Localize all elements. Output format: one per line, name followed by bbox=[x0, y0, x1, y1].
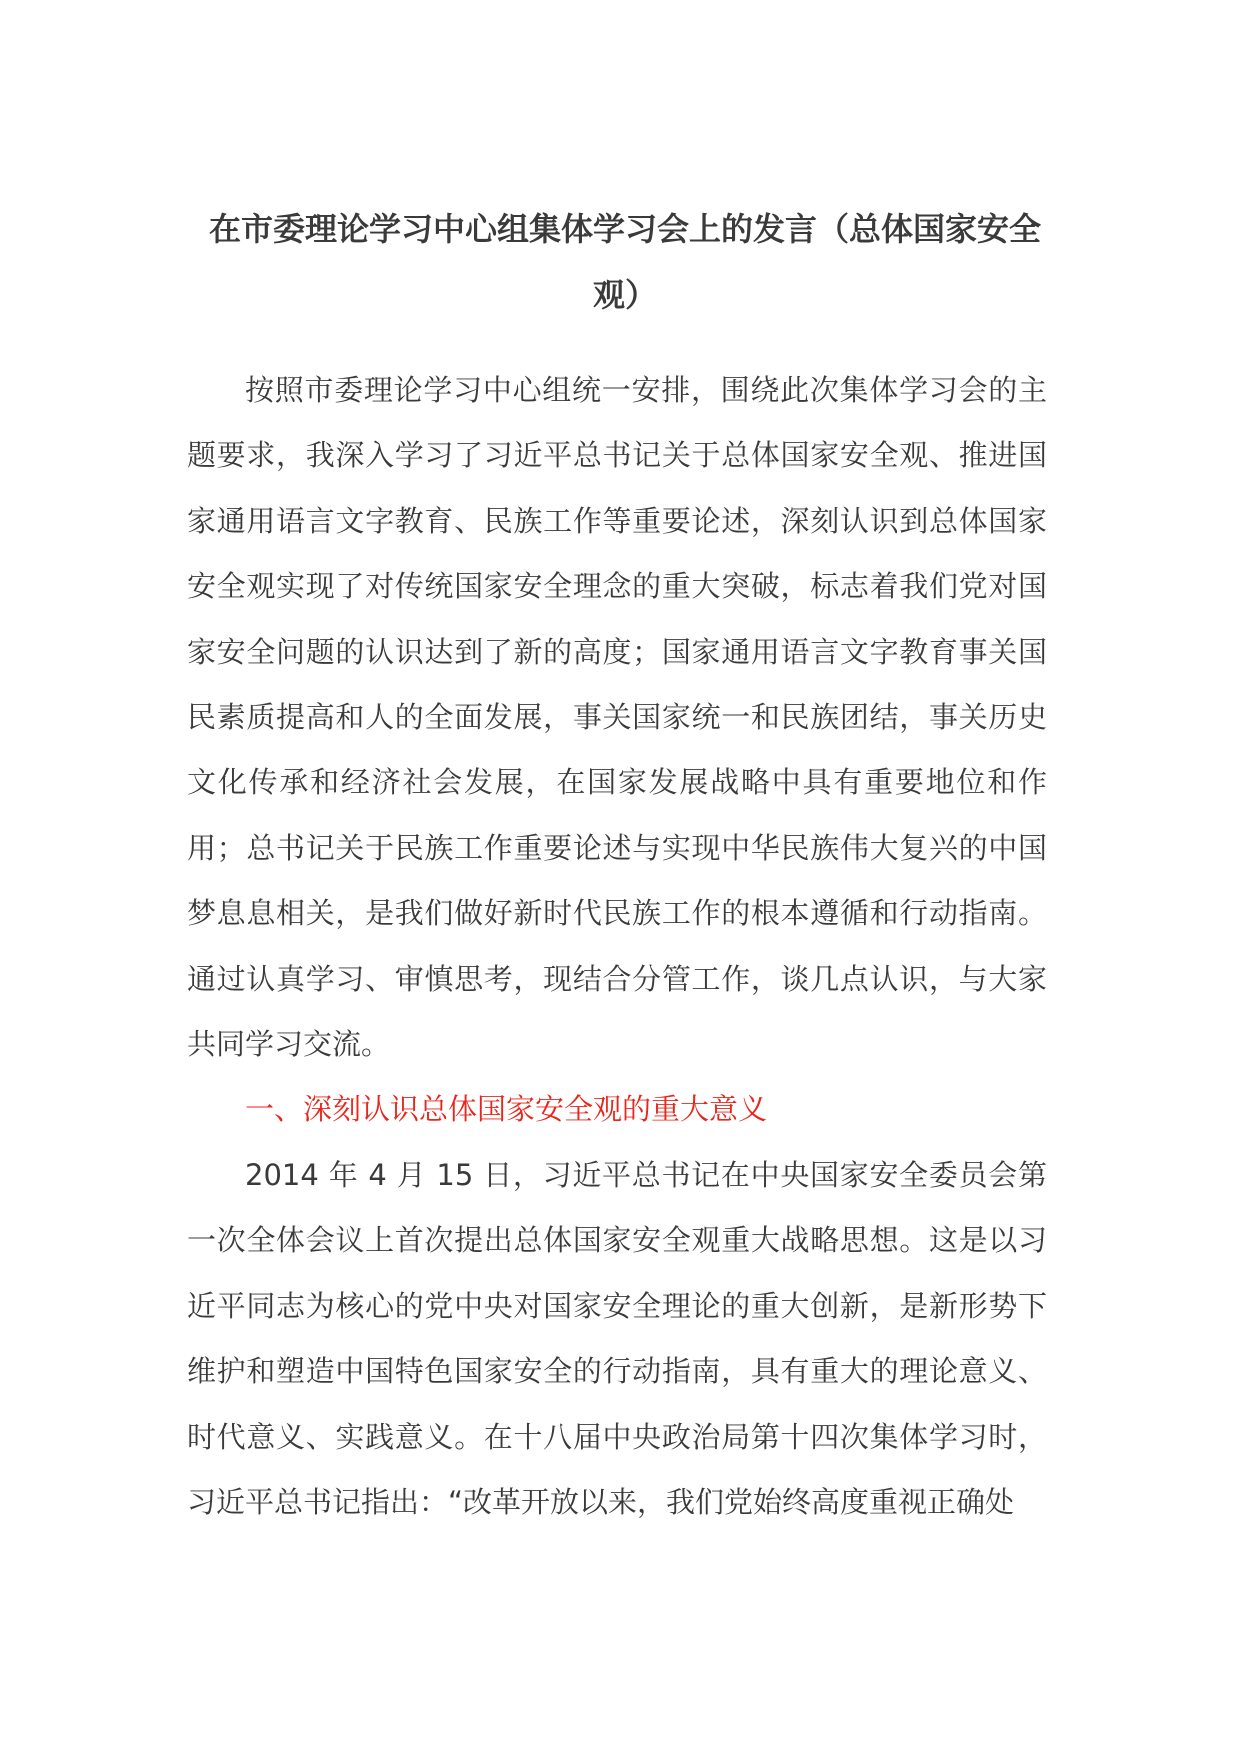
section-paragraph: 2014 年 4 月 15 日，习近平总书记在中央国家安全委员会第一次全体会议上首次提出总体国家安全观重大战略思想。这是以习近平同志为核心的党中央对国家安全理论的重大创新，是新形势下维护和塑造中国特色国家安全的行动指南，具有重大的理论意义、时代意义、实践意义。在十八届中央政治局第十四次集体学习时，习近平总书记指出：“改革开放以来，我们党始终高度重视正确处 bbox=[187, 1157, 1047, 1519]
document-title: 在市委理论学习中心组集体学习会上的发言（总体国家安全观） bbox=[208, 210, 1041, 314]
section-heading: 一、深刻认识总体国家安全观的重大意义 bbox=[245, 1092, 768, 1127]
intro-paragraph: 按照市委理论学习中心组统一安排，围绕此次集体学习会的主题要求，我深入学习了习近平总书记关于总体国家安全观、推进国家通用语言文字教育、民族工作等重要论述，深刻认识到总体国家安全观实现了对传统国家安全理念的重大突破，标志着我们党对国家安全问题的认识达到了新的高度；国家通用语言文字教育事关国民素质提高和人的全面发展，事关国家统一和民族团结，事关历史文化传承和经济社会发展，在国家发展战略中具有重要地位和作用；总书记关于民族工作重要论述与实现中华民族伟大复兴的中国梦息息相关，是我们做好新时代民族工作的根本遵循和行动指南。通过认真学习、审慎思考，现结合分管工作，谈几点认识，与大家共同学习交流。 bbox=[187, 373, 1047, 1062]
document-body bbox=[187, 358, 1047, 1535]
